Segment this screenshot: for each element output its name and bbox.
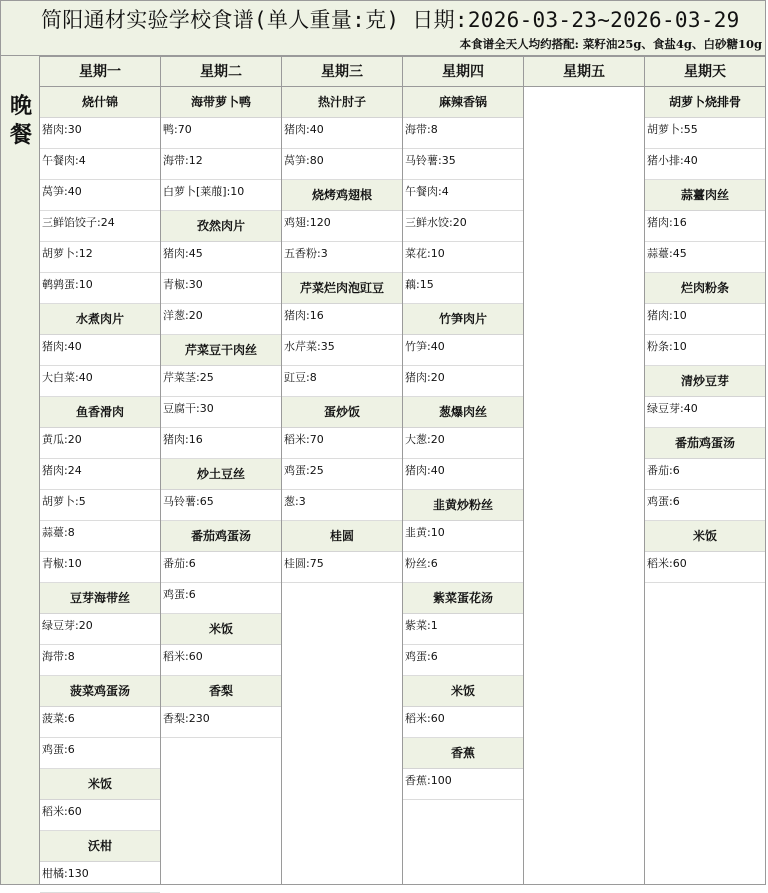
ingredient-row: 白萝卜[莱菔]:10 [161,180,281,211]
ingredient-row: 马铃薯:35 [403,149,523,180]
ingredient-row: 海带:8 [403,118,523,149]
ingredient-row: 鸡蛋:6 [40,738,160,769]
ingredient-row: 猪肉:20 [403,366,523,397]
ingredient-row: 菠菜:6 [40,707,160,738]
menu-title: 简阳通材实验学校食谱(单人重量:克) 日期:2026-03-23~2026-03-29 [41,8,740,32]
ingredient-row: 胡萝卜:12 [40,242,160,273]
day-header: 星期天 [645,56,765,87]
ingredient-row: 青椒:10 [40,552,160,583]
ingredient-row: 午餐肉:4 [403,180,523,211]
ingredient-row: 黄瓜:20 [40,428,160,459]
ingredient-row: 稻米:60 [645,552,765,583]
dish-title: 香蕉 [403,738,523,769]
dish-title: 沃柑 [40,831,160,862]
dish-title: 番茄鸡蛋汤 [161,521,281,552]
ingredient-row: 芹菜茎:25 [161,366,281,397]
ingredient-row: 稻米:60 [161,645,281,676]
ingredient-row: 午餐肉:4 [40,149,160,180]
day-column [282,56,403,884]
day-header: 星期三 [282,56,402,87]
meal-label-char: 晚 [9,93,32,119]
dish-title: 烧烤鸡翅根 [282,180,402,211]
ingredient-row: 猪小排:40 [645,149,765,180]
ingredient-row: 胡萝卜:5 [40,490,160,521]
day-column [40,56,161,884]
ingredient-row: 番茄:6 [161,552,281,583]
ingredient-row: 洋葱:20 [161,304,281,335]
ingredient-row: 猪肉:40 [282,118,402,149]
day-column [645,56,766,884]
dish-title: 豆芽海带丝 [40,583,160,614]
ingredient-row: 三鲜馅饺子:24 [40,211,160,242]
dish-title: 番茄鸡蛋汤 [645,428,765,459]
ingredient-row: 大葱:20 [403,428,523,459]
dish-title: 孜然肉片 [161,211,281,242]
ingredient-row: 香蕉:100 [403,769,523,800]
ingredient-row: 猪肉:40 [403,459,523,490]
ingredient-row: 绿豆芽:40 [645,397,765,428]
meal-label [1,92,41,150]
ingredient-row: 猪肉:16 [645,211,765,242]
ingredient-row: 豇豆:8 [282,366,402,397]
day-column [161,56,282,884]
dish-title: 水煮肉片 [40,304,160,335]
ingredient-row: 五香粉:3 [282,242,402,273]
ingredient-row: 猪肉:16 [282,304,402,335]
dish-title: 鱼香滑肉 [40,397,160,428]
ingredient-row: 鸡翅:120 [282,211,402,242]
dish-title: 韭黄炒粉丝 [403,490,523,521]
ingredient-row: 菜花:10 [403,242,523,273]
dish-title: 米饭 [161,614,281,645]
ingredient-row: 粉丝:6 [403,552,523,583]
dish-title: 热汁肘子 [282,87,402,118]
dish-title: 紫菜蛋花汤 [403,583,523,614]
ingredient-row: 紫菜:1 [403,614,523,645]
ingredient-row: 稻米:70 [282,428,402,459]
ingredient-row: 葱:3 [282,490,402,521]
dish-title: 蒜薹肉丝 [645,180,765,211]
ingredient-row: 稻米:60 [403,707,523,738]
ingredient-row: 莴笋:80 [282,149,402,180]
day-header: 星期四 [403,56,523,87]
ingredient-row: 豆腐干:30 [161,397,281,428]
ingredient-row: 香梨:230 [161,707,281,738]
ingredient-row: 竹笋:40 [403,335,523,366]
ingredient-row: 莴笋:40 [40,180,160,211]
title-band [0,0,766,56]
ingredient-row: 柑橘:130 [40,862,160,893]
dish-title: 清炒豆芽 [645,366,765,397]
ingredient-row: 猪肉:10 [645,304,765,335]
ingredient-row: 水芹菜:35 [282,335,402,366]
dish-title: 竹笋肉片 [403,304,523,335]
day-column [403,56,524,884]
ingredient-row: 蒜薹:8 [40,521,160,552]
ingredient-row: 藕:15 [403,273,523,304]
dish-title: 蛋炒饭 [282,397,402,428]
dish-title: 芹菜烂肉泡豇豆 [282,273,402,304]
dish-title: 胡萝卜烧排骨 [645,87,765,118]
ingredient-row: 鸡蛋:6 [645,490,765,521]
meal-column [0,56,40,884]
ingredient-row: 蒜薹:45 [645,242,765,273]
menu-subtitle: 本食谱全天人均约搭配: 菜籽油25g、食盐4g、白砂糖10g [459,37,762,51]
ingredient-row: 鸡蛋:6 [403,645,523,676]
ingredient-row: 番茄:6 [645,459,765,490]
meal-label-char: 餐 [9,122,32,148]
day-header: 星期二 [161,56,281,87]
dish-title: 米饭 [403,676,523,707]
dish-title: 烧什锦 [40,87,160,118]
dish-title: 菠菜鸡蛋汤 [40,676,160,707]
ingredient-row: 桂圆:75 [282,552,402,583]
dish-title: 米饭 [645,521,765,552]
dish-title: 炒土豆丝 [161,459,281,490]
ingredient-row: 猪肉:30 [40,118,160,149]
dish-title: 烂肉粉条 [645,273,765,304]
ingredient-row: 鸡蛋:6 [161,583,281,614]
day-header: 星期一 [40,56,160,87]
ingredient-row: 绿豆芽:20 [40,614,160,645]
dish-title: 芹菜豆干肉丝 [161,335,281,366]
ingredient-row: 猪肉:24 [40,459,160,490]
ingredient-row: 青椒:30 [161,273,281,304]
day-header: 星期五 [524,56,644,87]
ingredient-row: 三鲜水饺:20 [403,211,523,242]
ingredient-row: 粉条:10 [645,335,765,366]
ingredient-row: 海带:8 [40,645,160,676]
dish-title: 海带萝卜鸭 [161,87,281,118]
ingredient-row: 大白菜:40 [40,366,160,397]
dish-title: 麻辣香锅 [403,87,523,118]
dish-title: 葱爆肉丝 [403,397,523,428]
ingredient-row: 稻米:60 [40,800,160,831]
ingredient-row: 韭黄:10 [403,521,523,552]
ingredient-row: 鹌鹑蛋:10 [40,273,160,304]
ingredient-row: 鸡蛋:25 [282,459,402,490]
ingredient-row: 猪肉:40 [40,335,160,366]
ingredient-row: 海带:12 [161,149,281,180]
ingredient-row: 猪肉:45 [161,242,281,273]
dish-title: 香梨 [161,676,281,707]
day-column [524,56,645,884]
ingredient-row: 胡萝卜:55 [645,118,765,149]
ingredient-row: 猪肉:16 [161,428,281,459]
ingredient-row: 鸭:70 [161,118,281,149]
bottom-border [0,884,766,885]
dish-title: 米饭 [40,769,160,800]
ingredient-row: 马铃薯:65 [161,490,281,521]
dish-title: 桂圆 [282,521,402,552]
